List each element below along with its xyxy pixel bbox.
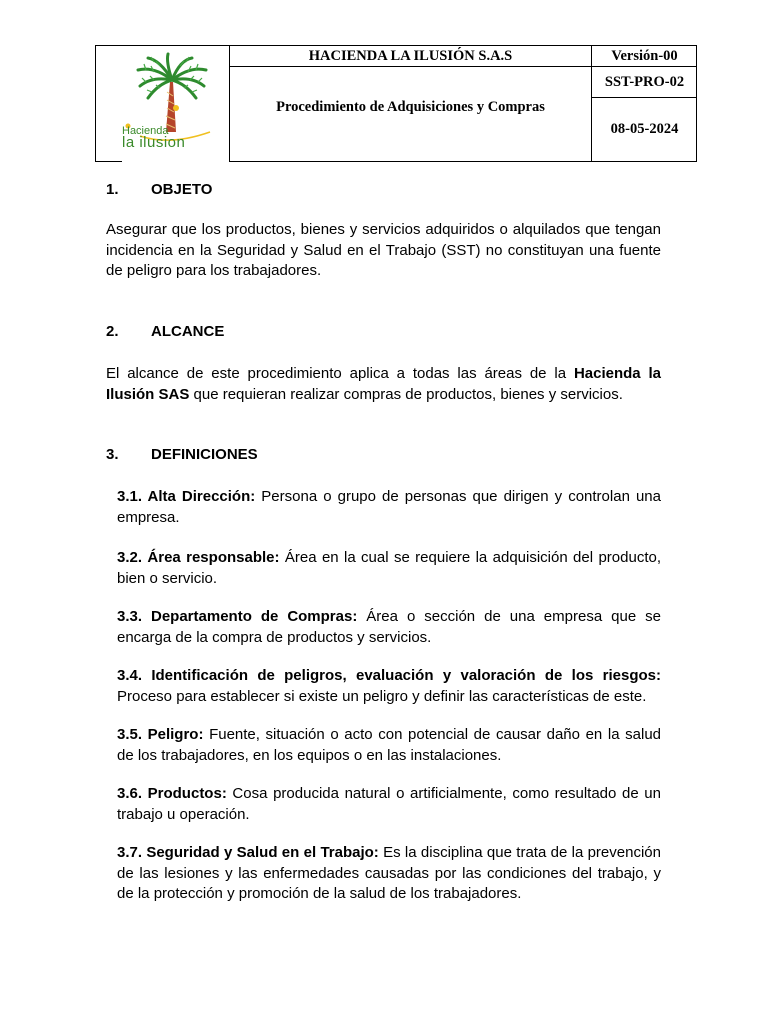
definition-item — [117, 487, 661, 528]
definition-term: 3.1. Alta Dirección: — [117, 488, 256, 505]
company-name: HACIENDA LA ILUSIÓN S.A.S — [308, 48, 513, 64]
document-code: SST-PRO-02 — [604, 74, 685, 90]
alcance-company-bold: Hacienda la Ilusión SAS — [106, 365, 662, 403]
header-border-bottom-left — [95, 161, 122, 162]
section-number: 2. — [106, 323, 119, 340]
section-heading-objeto — [106, 181, 212, 198]
alcance-text-b: que requieran realizar compras de productos, bienes y servicios. — [189, 385, 623, 403]
definition-item — [117, 666, 661, 707]
definition-term: 3.3. Departamento de Compras: — [117, 608, 358, 625]
section-number: 1. — [106, 181, 119, 198]
header-border-top — [95, 45, 697, 46]
definition-item — [117, 607, 661, 648]
logo-text-hacienda: Hacienda — [122, 125, 169, 137]
objeto-paragraph: Asegurar que los productos, bienes y servicios adquiridos o alquilados que tengan incidencia en la Seguridad y Salud en el Trabajo (SST) no constituyan una fuente de peligro para los trabajadores. — [106, 221, 661, 279]
definition-term: 3.6. Productos: — [117, 785, 227, 802]
definition-text: Cosa producida natural o artificialmente, como resultado de un trabajo u operación. — [117, 785, 661, 823]
definition-item — [117, 843, 661, 905]
header-border-bottom-right — [229, 161, 697, 162]
logo-text-la-ilusion: la ilusion — [122, 134, 186, 151]
section-title: ALCANCE — [151, 323, 225, 340]
document-title: Procedimiento de Adquisiciones y Compras — [276, 99, 545, 115]
section-number: 3. — [106, 446, 119, 463]
header-border-left — [95, 45, 96, 162]
definition-term: 3.7. Seguridad y Salud en el Trabajo: — [117, 844, 379, 861]
definition-text: Es la disciplina que trata de la prevención de las lesiones y las enfermedades causadas por las condiciones del trabajo, y de la protección y promoción de la salud de los trabajadores. — [117, 844, 661, 902]
definition-term: 3.2. Área responsable: — [117, 549, 280, 566]
section-heading-definiciones — [106, 446, 258, 463]
definition-item — [117, 784, 661, 825]
definition-item — [117, 548, 661, 589]
document-date: 08-05-2024 — [610, 121, 679, 137]
section-title: DEFINICIONES — [151, 446, 258, 463]
alcance-paragraph — [106, 364, 661, 405]
definition-text: Persona o grupo de personas que dirigen y controlan una empresa. — [117, 488, 661, 526]
header-row-line-3 — [591, 97, 697, 98]
definition-term: 3.5. Peligro: — [117, 726, 204, 743]
header-row-line-2 — [591, 66, 697, 67]
definition-item — [117, 725, 661, 766]
definition-text: Proceso para establecer si existe un peligro y definir las características de este. — [117, 687, 647, 705]
section-heading-alcance — [106, 323, 224, 340]
alcance-text-a: El alcance de este procedimiento aplica a todas las áreas de la — [106, 365, 574, 382]
definition-text: Fuente, situación o acto con potencial de causar daño en la salud de los trabajadores, en los equipos o en las instalaciones. — [117, 726, 661, 764]
definition-term: 3.4. Identificación de peligros, evaluación y valoración de los riesgos: — [117, 667, 661, 684]
definition-text: Área en la cual se requiere la adquisición del producto, bien o servicio. — [117, 549, 661, 587]
version-label: Versión-00 — [611, 48, 678, 64]
section-title: OBJETO — [151, 181, 213, 198]
definition-text: Área o sección de una empresa que se encarga de la compra de productos y servicios. — [117, 608, 661, 646]
header-row-line-1 — [229, 66, 592, 67]
